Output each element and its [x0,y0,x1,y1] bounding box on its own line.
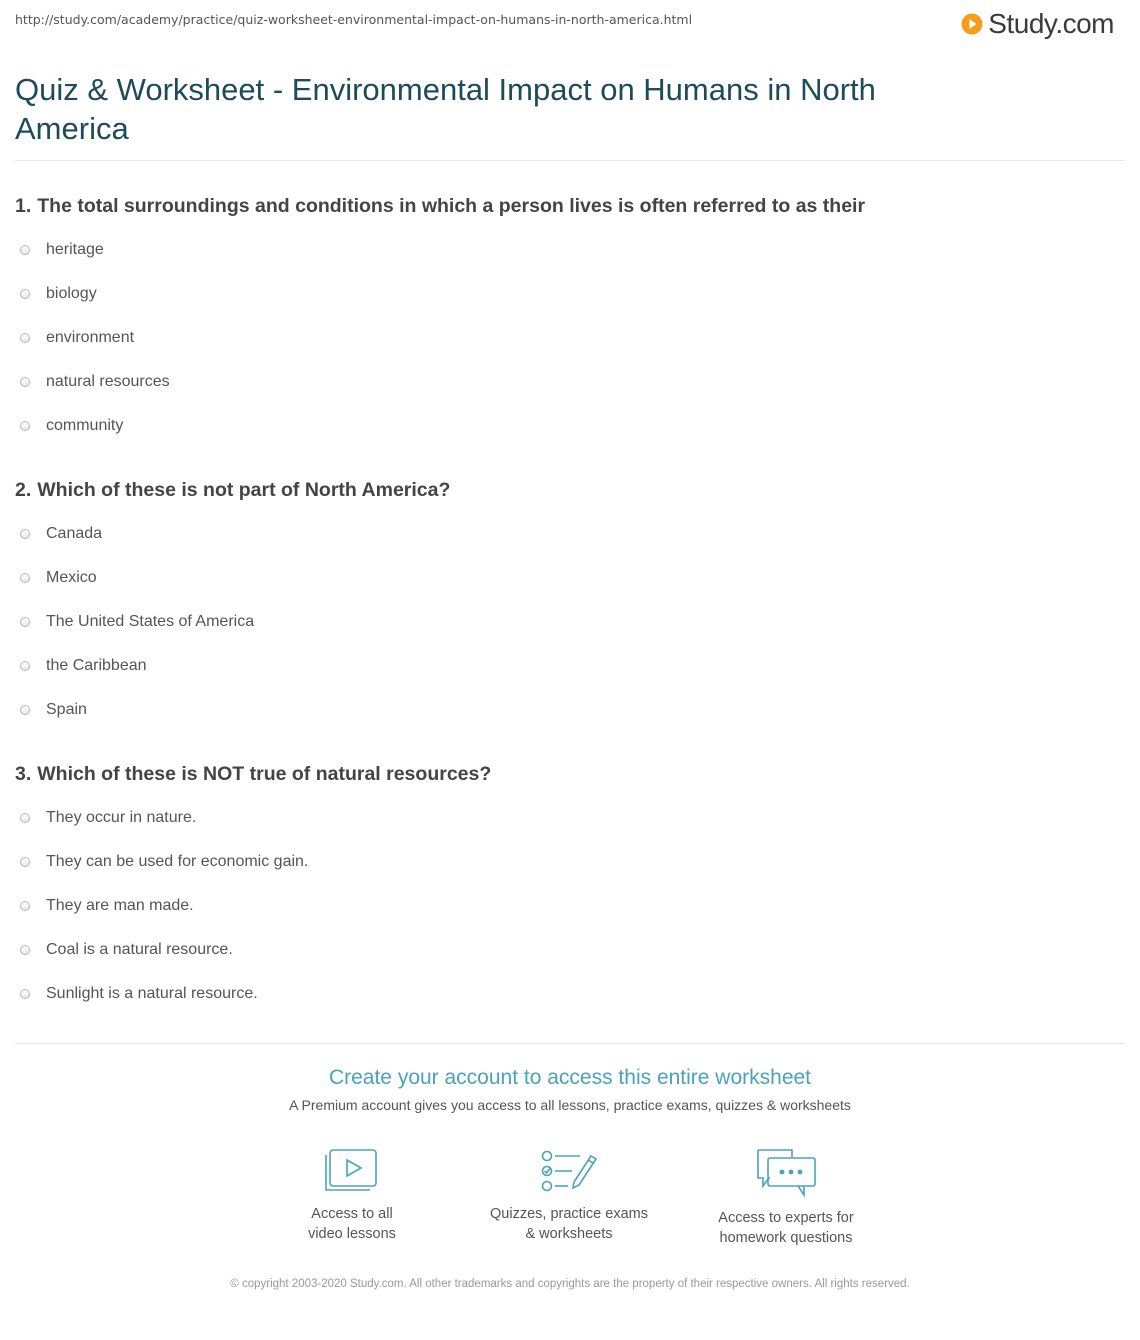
play-logo-icon [960,12,984,36]
feature-quizzes [474,1148,664,1244]
feature-line: homework questions [719,1230,853,1246]
premium-description: A Premium account gives you access to all lessons, practice exams, quizzes & worksheets [289,1097,851,1113]
video-lesson-icon [324,1148,380,1194]
radio-button[interactable] [20,245,30,255]
radio-button[interactable] [20,421,30,431]
feature-line: Access to experts for [718,1210,854,1226]
answer-option[interactable] [20,417,170,461]
answer-option[interactable] [20,701,254,745]
radio-button[interactable] [20,573,30,583]
quiz-checklist-icon [540,1148,598,1194]
page-url: http://study.com/academy/practice/quiz-worksheet-environmental-impact-on-humans-in-north-america.html [15,12,693,27]
cta-divider [15,1043,1125,1044]
option-label: Mexico [46,569,97,586]
option-label: the Caribbean [46,657,147,674]
option-label: community [46,417,124,434]
title-divider [15,160,1125,161]
question-text: The total surroundings and conditions in which a person lives is often referred to as their [37,195,866,217]
option-label: Canada [46,525,103,542]
answer-option[interactable] [20,329,170,373]
radio-button[interactable] [20,661,30,671]
answer-option[interactable] [20,657,254,701]
answer-option[interactable] [20,985,308,1029]
create-account-link[interactable]: Create your account to access this entire worksheet [328,1066,812,1089]
question-3-options [20,809,308,1029]
radio-button[interactable] [20,945,30,955]
option-label: They can be used for economic gain. [46,853,309,870]
answer-option[interactable] [20,285,170,329]
chat-bubbles-icon [754,1148,818,1198]
answer-option[interactable] [20,241,170,285]
question-number: 2. [15,479,32,501]
option-label: natural resources [46,373,170,390]
feature-line: Quizzes, practice exams [490,1206,648,1222]
feature-line: Access to all [311,1206,393,1222]
feature-experts [691,1148,881,1248]
question-number: 3. [15,763,32,785]
question-3 [15,763,491,786]
radio-button[interactable] [20,529,30,539]
logo-text: Study.com [988,8,1114,39]
answer-option[interactable] [20,897,308,941]
answer-option[interactable] [20,569,254,613]
question-2-options [20,525,254,745]
radio-button[interactable] [20,617,30,627]
radio-button[interactable] [20,857,30,867]
option-label: The United States of America [46,613,255,630]
question-text: Which of these is NOT true of natural resources? [37,763,492,785]
radio-button[interactable] [20,813,30,823]
feature-video-lessons [257,1148,447,1244]
radio-button[interactable] [20,333,30,343]
study-logo[interactable] [960,8,1114,40]
answer-option[interactable] [20,809,308,853]
radio-button[interactable] [20,289,30,299]
option-label: They are man made. [46,897,194,914]
feature-line: & worksheets [525,1226,613,1242]
radio-button[interactable] [20,377,30,387]
answer-option[interactable] [20,613,254,657]
answer-option[interactable] [20,373,170,417]
radio-button[interactable] [20,989,30,999]
answer-option[interactable] [20,853,308,897]
question-1-options [20,241,170,461]
feature-line: video lessons [308,1226,396,1242]
option-label: Spain [46,701,87,718]
option-label: environment [46,329,135,346]
option-label: Coal is a natural resource. [46,941,233,958]
question-2 [15,479,450,502]
copyright-notice: © copyright 2003-2020 Study.com. All other trademarks and copyrights are the property of their respective owners. All rights reserved. [230,1278,910,1290]
option-label: They occur in nature. [46,809,197,826]
question-number: 1. [15,195,32,217]
question-text: Which of these is not part of North America? [37,479,451,501]
page-title: Quiz & Worksheet - Environmental Impact on Humans in North America [15,72,876,146]
option-label: heritage [46,241,104,258]
option-label: Sunlight is a natural resource. [46,985,258,1002]
radio-button[interactable] [20,705,30,715]
answer-option[interactable] [20,941,308,985]
radio-button[interactable] [20,901,30,911]
option-label: biology [46,285,97,302]
question-1 [15,195,865,218]
answer-option[interactable] [20,525,254,569]
